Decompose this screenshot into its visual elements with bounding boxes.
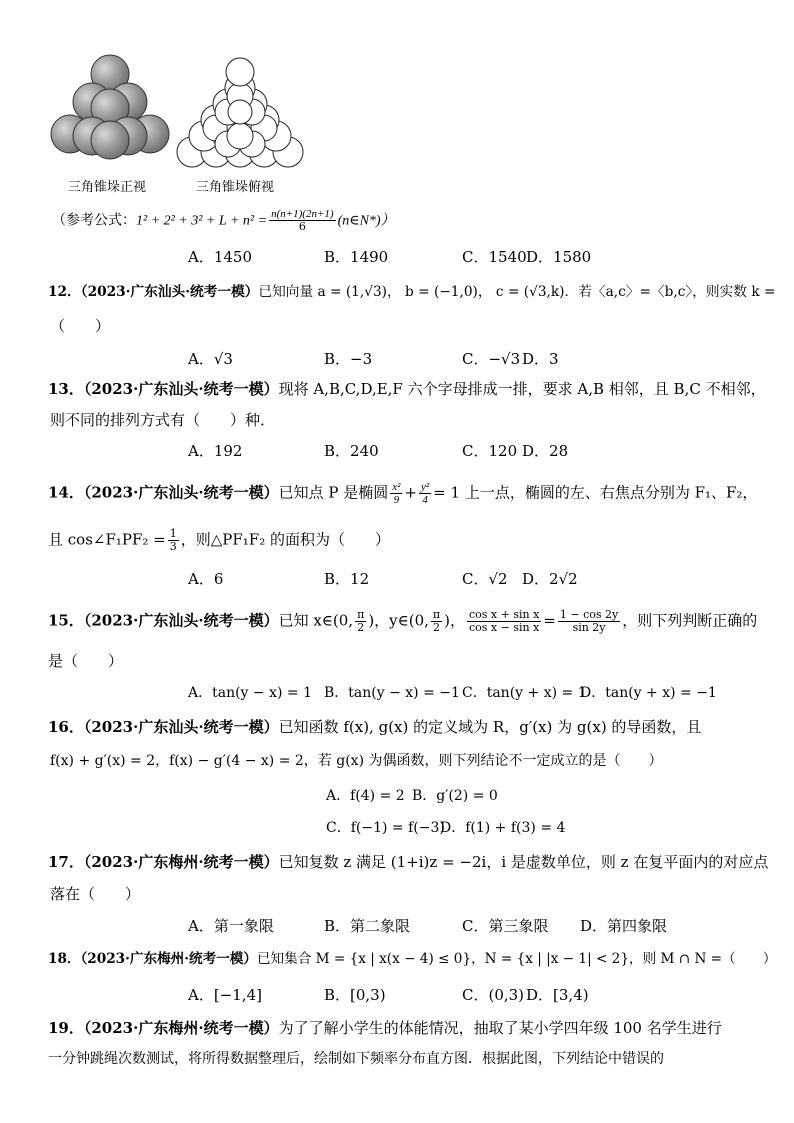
q14-number: 14． [48, 483, 84, 502]
q14-option-d: D．2√2 [522, 570, 578, 588]
q17-source: （2023·广东梅州·统考一模） [83, 853, 279, 871]
formula-lhs: 1² + 2² + 3² + L + n² = [136, 213, 268, 229]
q17-option-a: A．第一象限 [188, 917, 274, 935]
q12-stem-line1: 12．（2023·广东汕头·统考一模）已知向量 a = (1,√3)， b = (−1,0)， c = (√3,k)．若〈a,c〉=〈b,c〉，则实数 k = [48, 284, 776, 300]
q15-option-b: B．tan(y − x) = −1 [324, 685, 460, 701]
pi-over-two-2: $\frac{\pi}{2}$ [432, 608, 441, 634]
q16-option-b: B．g′(2) = 0 [412, 788, 498, 804]
q14-stem-line1: 14．（2023·广东汕头·统考一模）已知点 P 是椭圆 $\frac{\text{x²}}{9}$ + $\frac{\text{y²}}{4}$ = 1 上一点，椭圆的左、右焦点分别为 F₁、F₂， [48, 481, 758, 506]
q18-option-c: C．(0,3) [462, 986, 525, 1004]
ellipse-x-fraction: $\frac{\text{x²}}{9}$ [392, 481, 401, 506]
q15-stem-line1: 15．（2023·广东汕头·统考一模）已知 x∈(0, $\frac{\pi}{2}$ )，y∈(0, $\frac{\pi}{2}$ )， $\frac{\text{cos x + sin x}}{\text{cos x − sin x}}$ = $\frac{1 - \cos 2y}{\sin 2y}$ ，则下列判断正确的 [48, 608, 758, 634]
q19-source: （2023·广东梅州·统考一模） [83, 1019, 279, 1037]
q12-stem-line2: （ ） [50, 317, 111, 335]
q12-option-a: A．√3 [188, 350, 233, 368]
sphere-pile-figure [40, 50, 320, 175]
rhs-fraction: $\frac{1 - \cos 2y}{\sin 2y}$ [559, 608, 619, 634]
q13-stem-line1: 13．（2023·广东汕头·统考一模）现将 A,B,C,D,E,F 六个字母排成一排，要求 A,B 相邻，且 B,C 不相邻， [48, 380, 766, 398]
top-view-pile [177, 58, 303, 167]
front-view-pile [51, 55, 169, 159]
q19-stem-line1: 19．（2023·广东梅州·统考一模）为了了解小学生的体能情况，抽取了某小学四年级 100 名学生进行 [48, 1019, 722, 1037]
q17-option-d: D．第四象限 [580, 917, 668, 935]
ellipse-y-fraction: $\frac{\text{y²}}{4}$ [420, 481, 430, 506]
q19-number: 19． [48, 1019, 84, 1037]
q18-option-a: A．[−1,4] [188, 986, 262, 1004]
q14-option-c: C．√2 [462, 570, 508, 588]
q16-option-d: D．f(1) + f(3) = 4 [440, 820, 566, 836]
q15-number: 15． [48, 611, 84, 630]
q16-option-a: A．f(4) = 2 [326, 788, 405, 804]
q17-number: 17． [48, 853, 84, 871]
q15-option-a: A．tan(y − x) = 1 [188, 685, 312, 701]
q18-number: 18． [48, 951, 81, 967]
q17-stem-line1: 17．（2023·广东梅州·统考一模）已知复数 z 满足 (1+i)z = −2i，i 是虚数单位，则 z 在复平面内的对应点 [48, 853, 769, 871]
caption-front-view: 三角锥垛正视 [68, 180, 147, 195]
q15-option-d: D．tan(y + x) = −1 [580, 685, 717, 701]
q18-option-b: B．[0,3) [324, 986, 386, 1004]
lhs-fraction: $\frac{\text{cos x + sin x}}{\text{cos x − sin x}}$ [469, 608, 540, 634]
q16-source: （2023·广东汕头·统考一模） [83, 718, 279, 736]
q11-option-a: A．1450 [188, 248, 253, 266]
q11-option-b: B．1490 [324, 248, 389, 266]
q14-option-a: A．6 [188, 570, 224, 588]
q13-number: 13． [48, 380, 84, 398]
q17-option-c: C．第三象限 [462, 917, 549, 935]
q13-option-b: B．240 [324, 442, 379, 460]
q18-option-d: D．[3,4) [526, 986, 589, 1004]
q12-option-b: B．−3 [324, 350, 373, 368]
q16-stem-line2: f(x) + g′(x) = 2，f(x) − g′(4 − x) = 2，若 g(x) 为偶函数，则下列结论不一定成立的是（ ） [50, 753, 663, 769]
q12-option-d: D．3 [522, 350, 559, 368]
pi-over-two-1: $\frac{\pi}{2}$ [357, 608, 365, 634]
q18-source: （2023·广东梅州·统考一模） [80, 951, 257, 967]
q11-reference-formula [52, 208, 395, 233]
q15-option-c: C．tan(y + x) = 1 [462, 685, 587, 701]
q12-number: 12． [48, 284, 81, 300]
cos-fraction: $\frac{1}{3}$ [169, 527, 177, 553]
formula-suffix: (n∈N*)） [337, 213, 395, 229]
q16-option-c: C．f(−1) = f(−3) [326, 820, 445, 836]
q16-number: 16． [48, 718, 84, 736]
formula-fraction: $\frac{n(n+1)(2n+1)}{6}$ [271, 208, 334, 233]
q17-stem-line2: 落在（ ） [50, 885, 141, 903]
q16-stem-line1: 16．（2023·广东汕头·统考一模）已知函数 f(x), g(x) 的定义域为 R，g′(x) 为 g(x) 的导函数，且 [48, 718, 702, 736]
q13-stem-line2: 则不同的排列方式有（ ）种． [50, 411, 276, 429]
q11-option-c: C．1540 [462, 248, 527, 266]
formula-prefix: （参考公式： [52, 212, 136, 229]
q14-source: （2023·广东汕头·统考一模） [83, 483, 279, 502]
q13-option-c: C．120 [462, 442, 518, 460]
q17-option-b: B．第二象限 [324, 917, 411, 935]
q13-option-a: A．192 [188, 442, 243, 460]
q14-stem-line2: 且 cos∠F₁PF₂ = $\frac{1}{3}$ ，则△PF₁F₂ 的面积为（ ） [48, 527, 390, 553]
q18-stem-line1: 18．（2023·广东梅州·统考一模）已知集合 M = {x | x(x − 4) ≤ 0}，N = {x | |x − 1| < 2}，则 M ∩ N =（ ） [48, 951, 777, 967]
q11-option-d: D．1580 [526, 248, 592, 266]
caption-top-view: 三角锥垛俯视 [196, 180, 275, 195]
q12-option-c: C．−√3 [462, 350, 521, 368]
q19-stem-line2: 一分钟跳绳次数测试，将所得数据整理后，绘制如下频率分布直方图．根据此图，下列结论中错误的 [48, 1051, 664, 1067]
q15-stem-line2: 是（ ） [48, 652, 124, 670]
q12-source: （2023·广东汕头·统考一模） [80, 284, 259, 300]
q14-option-b: B．12 [324, 570, 370, 588]
q13-source: （2023·广东汕头·统考一模） [83, 380, 279, 398]
q15-source: （2023·广东汕头·统考一模） [83, 611, 279, 630]
q13-option-d: D．28 [522, 442, 569, 460]
